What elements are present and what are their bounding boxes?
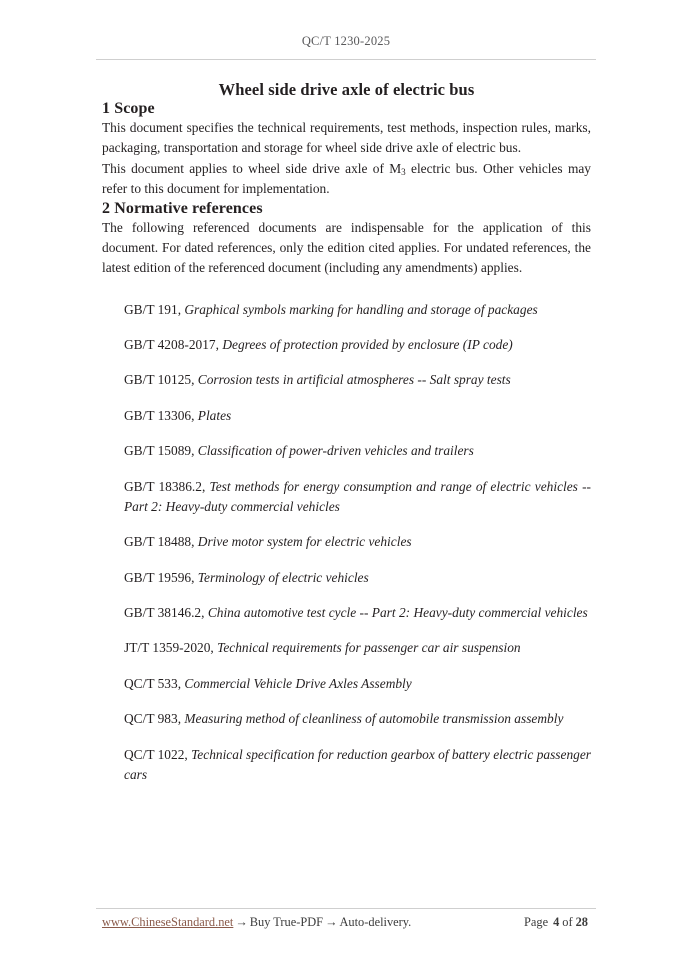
list-item bbox=[124, 638, 591, 658]
arrow-right-icon: → bbox=[235, 915, 248, 929]
page-label: Page bbox=[523, 915, 549, 929]
website-link[interactable]: www.ChineseStandard.net bbox=[102, 915, 234, 929]
scope-p2-part2: electric bus. Other vehicles may refer to this document for implementation. bbox=[102, 160, 591, 197]
vehicle-category-subscript: 3 bbox=[401, 166, 406, 177]
section-heading-normative-references: 2 Normative references bbox=[102, 199, 263, 217]
standard-number: QC/T 1230-2025 bbox=[301, 34, 391, 48]
scope-paragraph-2 bbox=[102, 159, 591, 200]
normative-reference-list bbox=[102, 300, 591, 786]
reference-title: Test methods for energy consumption and range of electric vehicles -- Part 2: Heavy-duty commercial vehicles bbox=[124, 478, 591, 514]
reference-code: GB/T 10125, bbox=[124, 372, 198, 388]
reference-title: Terminology of electric vehicles bbox=[197, 569, 369, 585]
footer-divider bbox=[96, 908, 596, 909]
reference-title: Drive motor system for electric vehicles bbox=[197, 534, 412, 550]
header-divider bbox=[96, 59, 596, 60]
list-item bbox=[124, 300, 591, 320]
list-item bbox=[124, 532, 591, 552]
page-indicator bbox=[524, 915, 591, 930]
document-title: Wheel side drive axle of electric bus bbox=[218, 80, 475, 99]
reference-code: GB/T 191, bbox=[124, 301, 185, 317]
footer-promo-buy: Buy True-PDF bbox=[249, 915, 324, 929]
scope-p2-part1: This document applies to wheel side drive axle of M bbox=[102, 160, 402, 176]
arrow-right-icon: → bbox=[325, 915, 338, 929]
list-item bbox=[124, 568, 591, 588]
reference-title: Technical specification for reduction gearbox of battery electric passenger cars bbox=[124, 746, 591, 782]
list-item bbox=[124, 370, 591, 390]
reference-title: Classification of power-driven vehicles and trailers bbox=[197, 443, 474, 459]
list-item bbox=[124, 441, 591, 461]
list-item bbox=[124, 745, 591, 786]
reference-title: Plates bbox=[197, 407, 232, 423]
list-item bbox=[124, 709, 591, 729]
reference-title: Measuring method of cleanliness of automobile transmission assembly bbox=[184, 711, 564, 727]
page-footer bbox=[102, 915, 591, 930]
scope-paragraph-1: This document specifies the technical requirements, test methods, inspection rules, marks, packaging, transportation and storage for wheel side drive axle of electric bus. bbox=[102, 120, 591, 156]
footer-promo bbox=[102, 915, 411, 930]
reference-code: QC/T 983, bbox=[124, 711, 185, 727]
reference-code: GB/T 15089, bbox=[124, 443, 198, 459]
total-page-count: 28 bbox=[575, 915, 588, 929]
reference-code: GB/T 4208-2017, bbox=[124, 337, 223, 352]
section-heading-scope: 1 Scope bbox=[102, 100, 155, 117]
page-header bbox=[96, 32, 596, 50]
list-item bbox=[124, 603, 591, 623]
normative-references-intro: The following referenced documents are indispensable for the application of this document. For dated references, only the edition cited applies. For undated references, the latest edition of the referenced document (including any amendments) applies. bbox=[102, 219, 591, 276]
reference-title: Degrees of protection provided by enclosure (IP code) bbox=[222, 337, 513, 352]
reference-title: Commercial Vehicle Drive Axles Assembly bbox=[184, 675, 412, 691]
reference-code: JT/T 1359-2020, bbox=[124, 640, 218, 656]
reference-title: China automotive test cycle -- Part 2: Heavy-duty commercial vehicles bbox=[207, 605, 588, 620]
reference-code: GB/T 38146.2, bbox=[124, 605, 208, 620]
reference-code: QC/T 1022, bbox=[124, 746, 192, 762]
reference-title: Graphical symbols marking for handling and storage of packages bbox=[184, 301, 538, 317]
reference-code: QC/T 533, bbox=[124, 675, 185, 691]
list-item bbox=[124, 477, 591, 518]
page-content bbox=[102, 76, 591, 785]
footer-promo-delivery: Auto-delivery. bbox=[339, 915, 412, 929]
reference-code: GB/T 18488, bbox=[124, 534, 198, 550]
reference-code: GB/T 19596, bbox=[124, 569, 198, 585]
current-page-number: 4 bbox=[553, 915, 560, 929]
reference-code: GB/T 18386.2, bbox=[124, 478, 210, 494]
reference-code: GB/T 13306, bbox=[124, 407, 198, 423]
list-item bbox=[124, 674, 591, 694]
reference-title: Technical requirements for passenger car air suspension bbox=[217, 640, 521, 656]
of-label: of bbox=[562, 915, 573, 929]
list-item bbox=[124, 335, 591, 355]
list-item bbox=[124, 406, 591, 426]
reference-title: Corrosion tests in artificial atmospheres -- Salt spray tests bbox=[197, 372, 511, 388]
